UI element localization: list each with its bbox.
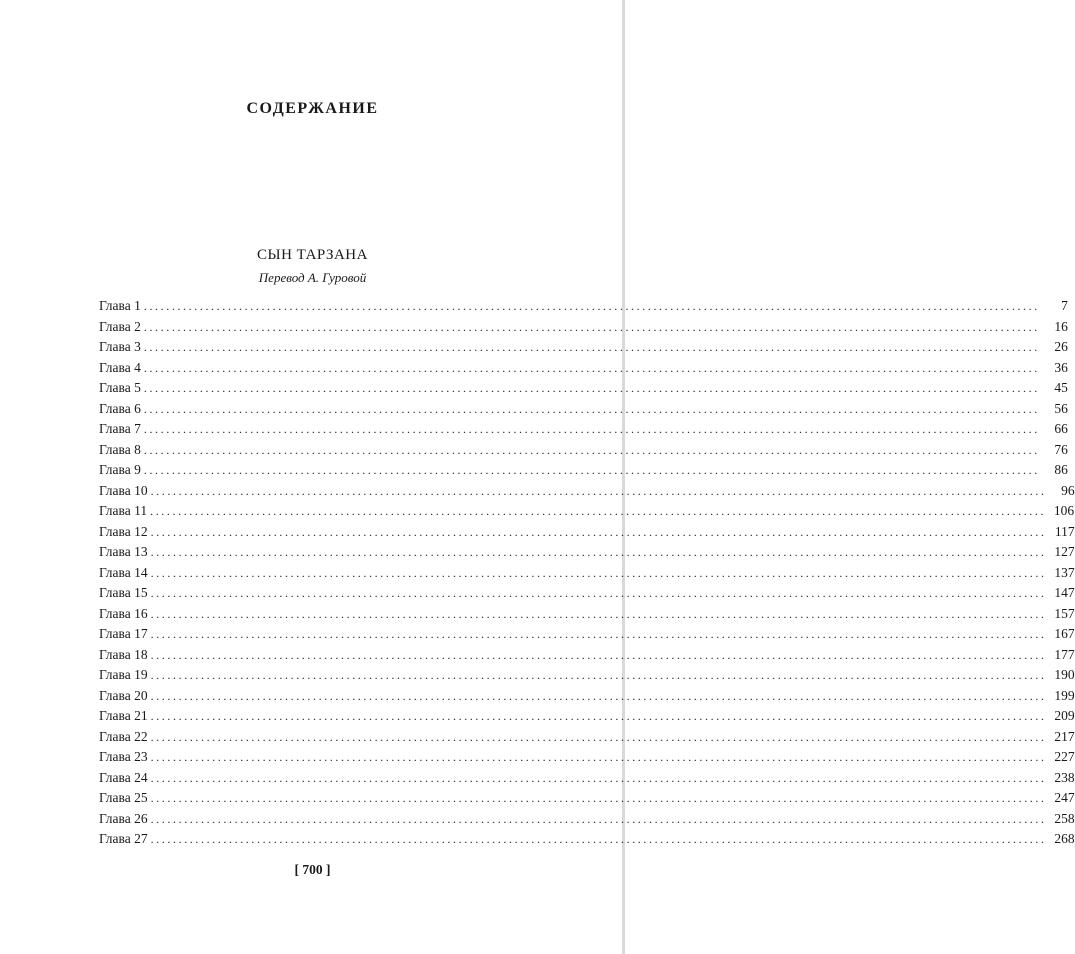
section-title: СЫН ТАРЗАНА	[257, 247, 368, 263]
toc-entry-page: 147	[1054, 585, 1075, 600]
toc-leader-dots: ................................................................................................................................................................	[143, 360, 1040, 375]
toc-entry-page: 190	[1054, 667, 1075, 682]
toc-leader-dots: ................................................................................................................................................................	[150, 545, 1047, 559]
toc-leader-dots: ................................................................................................................................................................	[150, 504, 1047, 518]
toc-entry-page: 247	[1054, 790, 1075, 805]
toc-entry-label: Глава 13	[99, 544, 148, 559]
toc-entry-label: Глава 18	[99, 646, 148, 662]
toc-entry	[99, 419, 1068, 440]
toc-leader-dots: ................................................................................................................................................................	[143, 319, 1040, 334]
toc-entry-page: 268	[1054, 831, 1075, 846]
toc-entry-label: Глава 3	[99, 339, 141, 354]
toc-entry-page: 56	[1054, 400, 1068, 416]
toc-entry-page: 127	[1054, 544, 1075, 559]
toc-leader-dots: ................................................................................................................................................................	[143, 340, 1040, 354]
toc-entry	[99, 809, 1075, 830]
toc-leader-dots: ................................................................................................................................................................	[150, 688, 1047, 703]
toc-entry	[99, 317, 1068, 338]
toc-leader-dots: ................................................................................................................................................................	[150, 586, 1047, 600]
toc-leader-dots: ................................................................................................................................................................	[143, 422, 1040, 436]
toc-entry-page: 209	[1054, 708, 1075, 723]
toc-entry-label: Глава 10	[99, 482, 148, 498]
toc-entry	[99, 747, 1075, 768]
toc-leader-dots: ................................................................................................................................................................	[150, 709, 1047, 723]
toc-leader-dots: ................................................................................................................................................................	[150, 832, 1047, 846]
toc-entry	[99, 706, 1075, 727]
toc-entry-page: 137	[1054, 564, 1075, 580]
toc-entry-page: 36	[1054, 359, 1068, 375]
toc-entry-page: 157	[1054, 605, 1075, 621]
toc-leader-dots: ................................................................................................................................................................	[143, 381, 1040, 395]
toc-leader-dots: ................................................................................................................................................................	[143, 442, 1040, 457]
toc-entry	[99, 645, 1075, 666]
toc-entry	[99, 296, 1068, 317]
toc-entry	[99, 604, 1075, 625]
toc-entry-page: 26	[1054, 339, 1068, 354]
toc-entry	[99, 358, 1068, 379]
toc-entry-label: Глава 25	[99, 790, 148, 805]
toc-entry	[99, 399, 1068, 420]
toc-entry	[99, 829, 1075, 850]
page-number: [ 700 ]	[294, 862, 331, 877]
toc-entry-label: Глава 14	[99, 564, 148, 580]
toc-entry-page: 66	[1054, 421, 1068, 436]
toc-entry-label: Глава 8	[99, 441, 141, 457]
toc-entry-label: Глава 24	[99, 769, 148, 785]
toc-entry-label: Глава 5	[99, 380, 141, 395]
contents-heading: СОДЕРЖАНИЕ	[246, 100, 379, 117]
toc-entry	[99, 686, 1075, 707]
toc-entry-label: Глава 7	[99, 421, 141, 436]
toc-entry-label: Глава 6	[99, 400, 141, 416]
toc-entry	[99, 440, 1068, 461]
toc-entry-page: 7	[1061, 298, 1068, 313]
toc-leader-dots: ................................................................................................................................................................	[143, 463, 1040, 477]
toc-entry-page: 117	[1054, 523, 1075, 539]
toc-leader-dots: ................................................................................................................................................................	[150, 729, 1047, 744]
toc-entry-page: 238	[1054, 769, 1075, 785]
toc-leader-dots: ................................................................................................................................................................	[150, 565, 1047, 580]
toc-entry	[99, 501, 1075, 522]
toc-leader-dots: ................................................................................................................................................................	[150, 811, 1047, 826]
toc-entry	[99, 788, 1075, 809]
toc-leader-dots: ................................................................................................................................................................	[143, 299, 1040, 313]
toc-leader-dots: ................................................................................................................................................................	[150, 524, 1047, 539]
toc-entry	[99, 522, 1075, 543]
toc-leader-dots: ................................................................................................................................................................	[150, 668, 1047, 682]
toc-entry-page: 86	[1054, 462, 1068, 477]
toc-leader-dots: ................................................................................................................................................................	[150, 483, 1047, 498]
toc-entry	[99, 337, 1068, 358]
toc-entry-label: Глава 12	[99, 523, 148, 539]
toc-entry-label: Глава 16	[99, 605, 148, 621]
section-subtitle: Перевод А. Гуровой	[258, 270, 367, 285]
toc-entry-page: 177	[1054, 646, 1075, 662]
toc-leader-dots: ................................................................................................................................................................	[143, 401, 1040, 416]
toc-entry-page: 76	[1054, 441, 1068, 457]
toc-entry-page: 258	[1054, 810, 1075, 826]
toc-entry-label: Глава 21	[99, 708, 148, 723]
toc-entry	[99, 727, 1075, 748]
toc-entry-page: 16	[1054, 318, 1068, 334]
toc-entry-label: Глава 22	[99, 728, 148, 744]
toc-entry-label: Глава 19	[99, 667, 148, 682]
toc-entry-label: Глава 11	[99, 503, 148, 518]
toc-entry-label: Глава 4	[99, 359, 141, 375]
toc-entry	[99, 542, 1075, 563]
toc-entry-label: Глава 15	[99, 585, 148, 600]
toc-entry-label: Глава 23	[99, 749, 148, 764]
toc-entry	[99, 460, 1068, 481]
toc-entry	[99, 583, 1075, 604]
toc-entry	[99, 378, 1068, 399]
toc-entry-page: 45	[1054, 380, 1068, 395]
toc-entry-label: Глава 9	[99, 462, 141, 477]
toc-entry-label: Глава 20	[99, 687, 148, 703]
toc-entry-label: Глава 2	[99, 318, 141, 334]
toc-entry	[99, 481, 1075, 502]
toc-entry	[99, 665, 1075, 686]
toc-leader-dots: ................................................................................................................................................................	[150, 770, 1047, 785]
toc-leader-dots: ................................................................................................................................................................	[150, 791, 1047, 805]
toc-entry-page: 96	[1061, 482, 1075, 498]
toc-entry-label: Глава 26	[99, 810, 148, 826]
toc-entry-page: 167	[1054, 626, 1075, 641]
toc-entry-page: 199	[1054, 687, 1075, 703]
toc-leader-dots: ................................................................................................................................................................	[150, 750, 1047, 764]
toc-leader-dots: ................................................................................................................................................................	[150, 627, 1047, 641]
toc-leader-dots: ................................................................................................................................................................	[150, 647, 1047, 662]
toc-entry-page: 227	[1054, 749, 1075, 764]
table-of-contents	[99, 296, 1075, 850]
toc-leader-dots: ................................................................................................................................................................	[150, 606, 1047, 621]
toc-entry	[99, 768, 1075, 789]
toc-entry	[99, 563, 1075, 584]
toc-entry-page: 217	[1054, 728, 1075, 744]
toc-entry-label: Глава 27	[99, 831, 148, 846]
toc-entry	[99, 624, 1075, 645]
toc-entry-label: Глава 17	[99, 626, 148, 641]
toc-entry-page: 106	[1053, 503, 1075, 518]
toc-entry-label: Глава 1	[99, 298, 141, 313]
